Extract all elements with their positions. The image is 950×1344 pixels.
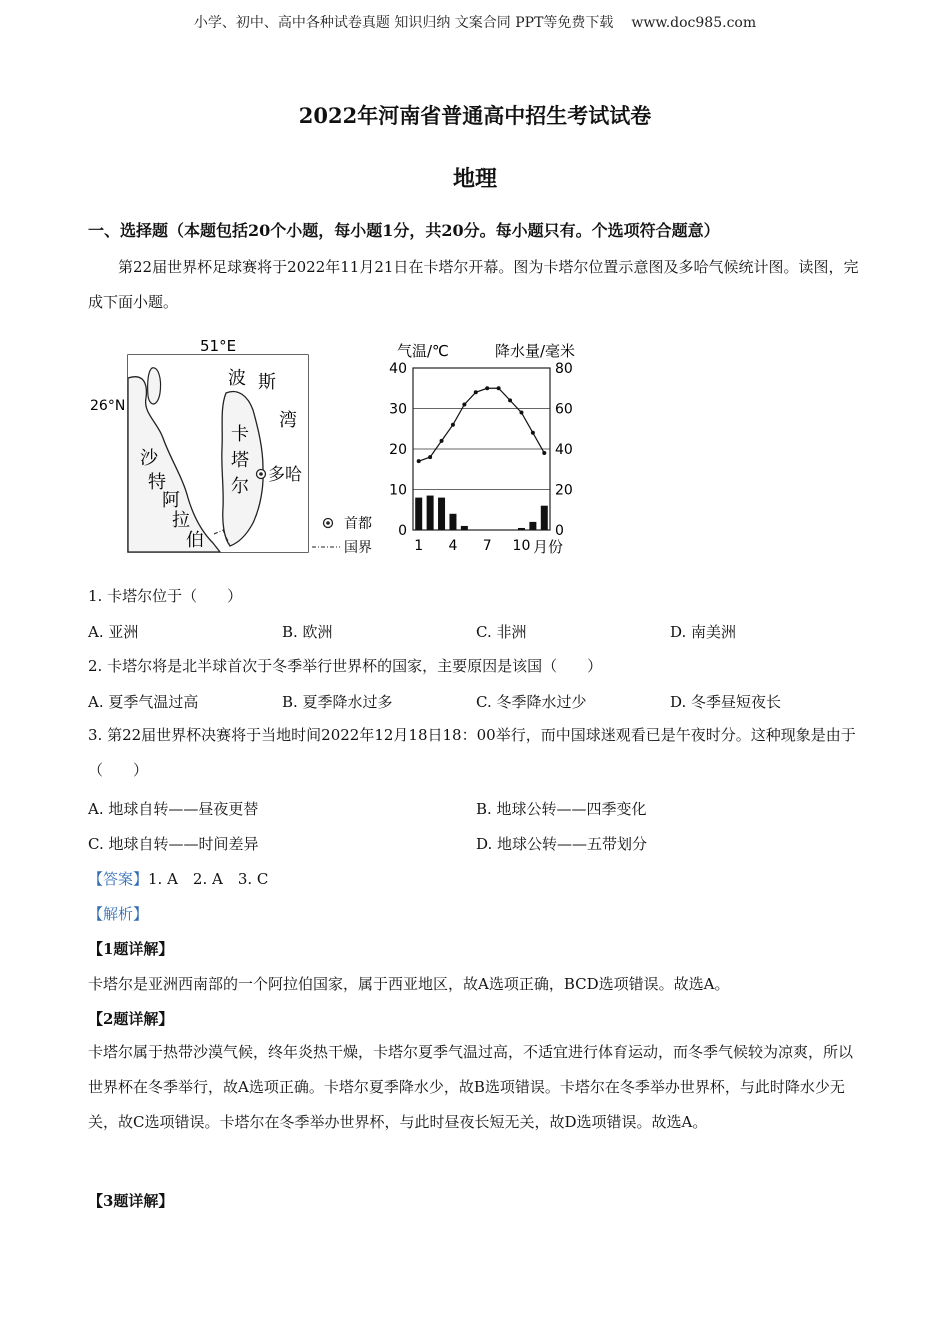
precip-bar-5 — [461, 526, 468, 530]
right-tick-label: 80 — [555, 361, 573, 377]
legend-border: 国界 — [344, 540, 372, 556]
answer-line — [88, 868, 268, 889]
header-text: 小学、初中、高中各种试卷真题 知识归纳 文案合同 PPT等免费下载 — [193, 15, 614, 31]
answer-text: 1. A 2. A 3. C — [148, 870, 269, 888]
gulf-char-3: 湾 — [279, 410, 297, 431]
qatar-char-2: 塔 — [231, 450, 249, 471]
precip-bar-3 — [438, 498, 445, 530]
saudi-char-2: 特 — [148, 472, 166, 493]
temp-point-9 — [508, 398, 512, 402]
precip-bar-2 — [427, 496, 434, 530]
temp-point-10 — [519, 411, 523, 415]
saudi-char-4: 拉 — [172, 510, 190, 531]
d2-text: 卡塔尔属于热带沙漠气候，终年炎热干燥，卡塔尔夏季气温过高，不适宜进行体育运动，而冬季气候较为凉爽，所以世界杯在冬季举行，故A选项正确。卡塔尔夏季降水少，故B选项错误。卡塔尔在冬季举办世界杯，与此时降水少无关，故C选项错误。卡塔尔在冬季举办世界杯，与此时昼夜长短无关，故D选项错误。故选A。 — [88, 1043, 854, 1131]
qatar-char-3: 尔 — [231, 476, 249, 497]
gulf-char-2: 斯 — [258, 372, 276, 393]
saudi-char-5: 伯 — [186, 530, 204, 551]
precip-bar-11 — [529, 522, 536, 530]
temp-point-2 — [428, 455, 432, 459]
answer-label: 【答案】 — [88, 870, 149, 888]
temp-point-12 — [542, 451, 546, 455]
qatar-char-1: 卡 — [231, 424, 249, 445]
right-tick-label: 20 — [555, 482, 573, 499]
doha-label: 多哈 — [268, 465, 302, 485]
temp-point-3 — [440, 439, 444, 443]
precip-bar-10 — [518, 528, 525, 530]
x-tick-label: 1 — [414, 538, 424, 554]
left-tick-label: 10 — [389, 482, 407, 499]
subject-title: 地理 — [452, 166, 497, 192]
lon-label: 51°E — [200, 338, 237, 355]
d1-text: 卡塔尔是亚洲西南部的一个阿拉伯国家，属于西亚地区，故A选项正确，BCD选项错误。故选A。 — [88, 975, 730, 993]
q2-option-a: A. 夏季气温过高 — [88, 693, 199, 711]
legend-capital: 首都 — [344, 516, 372, 532]
q1-stem: 1. 卡塔尔位于（ ） — [88, 587, 243, 605]
ylabel-right: 降水量/毫米 — [495, 342, 576, 360]
temp-point-8 — [497, 386, 501, 390]
intro-paragraph: 第22届世界杯足球赛将于2022年11月21日在卡塔尔开幕。图为卡塔尔位置示意图及多哈气候统计图。读图，完成下面小题。 — [88, 258, 859, 311]
q1-option-b: B. 欧洲 — [282, 623, 333, 641]
page-header — [0, 12, 950, 32]
q1-option-a: A. 亚洲 — [88, 623, 139, 641]
left-tick-label: 30 — [389, 401, 407, 418]
q3-stem: 3. 第22届世界杯决赛将于当地时间2022年12月18日18：00举行，而中国球迷观看已是午夜时分。这种现象是由于（ ） — [88, 726, 856, 779]
doha-climate-chart — [385, 338, 595, 563]
left-tick-label: 0 — [398, 523, 407, 539]
q3-option-d: D. 地球公转——五带划分 — [476, 835, 648, 853]
section-heading: 一、选择题（本题包括20个小题，每小题1分，共20分。每小题只有。个选项符合题意） — [88, 221, 720, 240]
header-site: www.doc985.com — [631, 15, 757, 31]
qatar-location-map — [88, 338, 373, 563]
temperature-line — [419, 388, 545, 461]
saudi-char-3: 阿 — [162, 490, 180, 511]
gulf-char-1: 波 — [228, 368, 246, 389]
q2-stem: 2. 卡塔尔将是北半球首次于冬季举行世界杯的国家，主要原因是该国（ ） — [88, 657, 603, 675]
q2-option-d: D. 冬季昼短夜长 — [670, 693, 782, 711]
q1-option-d: D. 南美洲 — [670, 623, 737, 641]
precip-bar-1 — [415, 498, 422, 530]
lat-label: 26°N — [90, 398, 126, 414]
d1-label: 【1题详解】 — [88, 940, 174, 958]
island — [148, 368, 161, 404]
q2-option-c: C. 冬季降水过少 — [476, 693, 587, 711]
right-tick-label: 0 — [555, 523, 564, 539]
left-tick-label: 20 — [389, 442, 407, 458]
temp-point-5 — [462, 402, 466, 406]
temp-point-11 — [531, 431, 535, 435]
exam-title: 2022年河南省普通高中招生考试试卷 — [298, 103, 652, 128]
analysis-label: 【解析】 — [88, 905, 149, 923]
saudi-char-1: 沙 — [140, 448, 158, 469]
q1-option-c: C. 非洲 — [476, 623, 527, 641]
temp-point-4 — [451, 423, 455, 427]
q3-option-c: C. 地球自转——时间差异 — [88, 835, 259, 853]
temp-point-6 — [474, 390, 478, 394]
temp-point-1 — [417, 459, 421, 463]
ylabel-left: 气温/℃ — [397, 342, 449, 360]
right-tick-label: 60 — [555, 401, 573, 418]
q3-option-a: A. 地球自转——昼夜更替 — [88, 800, 259, 818]
x-tick-label: 4 — [448, 538, 458, 554]
d2-label: 【2题详解】 — [88, 1010, 174, 1028]
left-tick-label: 40 — [389, 361, 407, 377]
q2-option-b: B. 夏季降水过多 — [282, 693, 393, 711]
temp-point-7 — [485, 386, 489, 390]
xlabel: 月份 — [533, 538, 564, 556]
d3-label: 【3题详解】 — [88, 1192, 174, 1210]
precip-bar-12 — [541, 506, 548, 530]
precip-bar-4 — [449, 514, 456, 530]
right-tick-label: 40 — [555, 442, 573, 458]
x-tick-label: 10 — [512, 538, 531, 554]
x-tick-label: 7 — [482, 538, 492, 554]
q3-option-b: B. 地球公转——四季变化 — [476, 800, 647, 818]
